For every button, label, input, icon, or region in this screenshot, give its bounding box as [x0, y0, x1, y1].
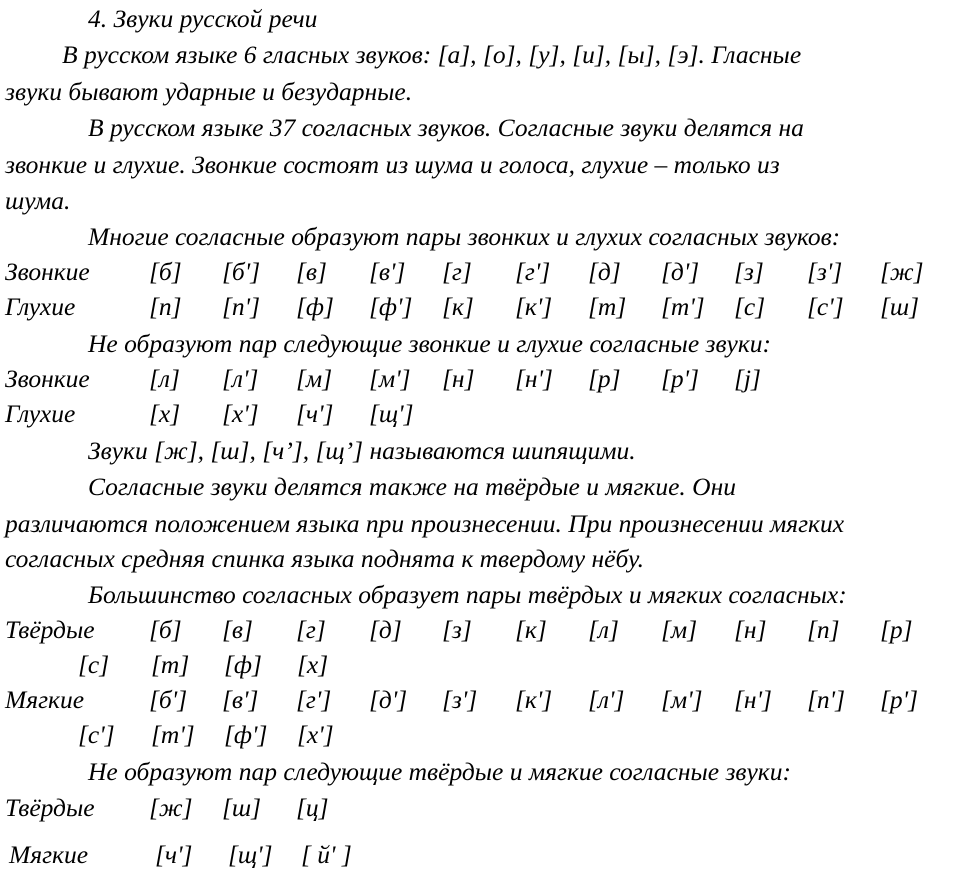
vowels-paragraph-line-2: звуки бывают ударные и безударные.: [5, 77, 413, 106]
row-label: Твёрдые: [5, 615, 95, 644]
sound-cell: [г]: [442, 257, 472, 286]
sound-cell: [л]: [588, 615, 619, 644]
hard-soft-paragraph-line-3: согласных средняя спинка языка поднята к твердому нёбу.: [5, 544, 645, 573]
unpaired-hardness-intro: Не образуют пар следующие твёрдые и мягкие согласные звуки:: [88, 757, 791, 786]
sound-cell: [щ']: [369, 399, 414, 428]
sound-cell: [к']: [515, 685, 553, 714]
sound-cell: [д']: [369, 685, 408, 714]
sound-cell: [ж]: [880, 257, 924, 286]
sound-cell: [л]: [149, 364, 180, 393]
hard-soft-paragraph-line-2: различаются положением языка при произнесении. При произнесении мягких: [5, 509, 845, 538]
vowels-paragraph-line-1: В русском языке 6 гласных звуков: [а], [о], [у], [и], [ы], [э]. Гласные: [62, 40, 802, 69]
sound-cell: [ф']: [369, 292, 413, 321]
sound-cell: [б]: [149, 257, 182, 286]
sound-cell: [г']: [296, 685, 332, 714]
sound-cell: [х]: [149, 399, 181, 428]
consonants-paragraph-line-2: звонкие и глухие. Звонкие состоят из шума и голоса, глухие – только из: [5, 150, 780, 179]
sound-cell: [г']: [515, 257, 551, 286]
hissing-sounds-line: Звуки [ж], [ш], [ч’], [щ’] называются шипящими.: [88, 436, 636, 465]
sound-cell: [в']: [222, 685, 259, 714]
sound-cell: [п']: [807, 685, 846, 714]
sound-cell: [с']: [807, 292, 844, 321]
sound-cell: [ф']: [224, 720, 268, 749]
sound-cell: [м']: [661, 685, 703, 714]
sound-cell: [ш]: [880, 292, 920, 321]
soft-pairs-row: [0, 687, 960, 717]
sound-cell: [л']: [588, 685, 625, 714]
row-label: Звонкие: [5, 257, 90, 286]
sound-cell: [в]: [296, 257, 327, 286]
sound-cell: [б']: [149, 685, 188, 714]
row-label: Мягкие: [5, 685, 85, 714]
voiceless-unpaired-row: [0, 401, 960, 431]
row-label: Глухие: [5, 399, 76, 428]
sound-cell: [х']: [222, 399, 259, 428]
hard-unpaired-row: [0, 795, 960, 825]
sound-cell: [н]: [442, 364, 475, 393]
voiceless-pairs-row: [0, 294, 960, 324]
sound-cell: [в]: [222, 615, 253, 644]
sound-cell: [м']: [369, 364, 411, 393]
sound-cell: [р]: [588, 364, 621, 393]
sound-cell: [з]: [734, 257, 764, 286]
sound-cell: [н']: [734, 685, 772, 714]
sound-cell: [х]: [297, 650, 329, 679]
sound-cell: [л']: [222, 364, 259, 393]
hard-soft-paragraph-line-1: Согласные звуки делятся также на твёрдые и мягкие. Они: [88, 472, 736, 501]
sound-cell: [б']: [222, 257, 261, 286]
sound-cell: [д]: [369, 615, 402, 644]
row-label: Мягкие: [9, 840, 89, 869]
sound-cell: [з']: [442, 685, 478, 714]
sound-cell: [к]: [442, 292, 474, 321]
sound-cell: [м]: [296, 364, 333, 393]
section-title: 4. Звуки русской речи: [88, 4, 318, 33]
unpaired-voicing-intro: Не образуют пар следующие звонкие и глухие согласные звуки:: [88, 329, 772, 358]
voiced-voiceless-pairs-intro: Многие согласные образуют пары звонких и глухих согласных звуков:: [88, 222, 841, 251]
consonants-paragraph-line-3: шума.: [5, 186, 71, 215]
row-label: Звонкие: [5, 364, 90, 393]
sound-cell: [ц]: [296, 793, 329, 822]
sound-cell: [щ']: [228, 840, 273, 869]
sound-cell: [ж]: [149, 793, 193, 822]
sound-cell: [ф]: [296, 292, 334, 321]
sound-cell: [р']: [661, 364, 700, 393]
row-label: Глухие: [5, 292, 76, 321]
sound-cell: [j]: [734, 364, 761, 393]
consonants-paragraph-line-1: В русском языке 37 согласных звуков. Согласные звуки делятся на: [88, 113, 804, 142]
sound-cell: [п]: [807, 615, 840, 644]
sound-cell: [г]: [296, 615, 326, 644]
row-label: Твёрдые: [5, 793, 95, 822]
voiced-pairs-row: [0, 259, 960, 289]
sound-cell: [р']: [880, 685, 919, 714]
sound-cell: [к']: [515, 292, 553, 321]
sound-cell: [т]: [151, 650, 190, 679]
sound-cell: [т]: [588, 292, 627, 321]
hard-pairs-row-continued: [0, 652, 960, 682]
sound-cell: [п]: [149, 292, 182, 321]
sound-cell: [ф]: [224, 650, 262, 679]
sound-cell: [з]: [442, 615, 472, 644]
sound-cell: [к]: [515, 615, 547, 644]
sound-cell: [м]: [661, 615, 698, 644]
sound-cell: [т']: [661, 292, 705, 321]
sound-cell: [д]: [588, 257, 621, 286]
sound-cell: [в']: [369, 257, 406, 286]
sound-cell: [ч']: [296, 399, 334, 428]
voiced-unpaired-row: [0, 366, 960, 396]
sound-cell: [ч']: [155, 840, 193, 869]
soft-pairs-row-continued: [0, 722, 960, 752]
sound-cell: [д']: [661, 257, 700, 286]
sound-cell: [с']: [78, 720, 115, 749]
sound-cell: [п']: [222, 292, 261, 321]
sound-cell: [х']: [297, 720, 334, 749]
sound-cell: [з']: [807, 257, 843, 286]
soft-unpaired-row: [0, 842, 960, 872]
sound-cell: [р]: [880, 615, 913, 644]
sound-cell: [н']: [515, 364, 553, 393]
hard-soft-pairs-intro: Большинство согласных образует пары твёрдых и мягких согласных:: [88, 580, 847, 609]
sound-cell: [ й' ]: [301, 840, 352, 869]
sound-cell: [т']: [151, 720, 195, 749]
sound-cell: [с]: [78, 650, 110, 679]
hard-pairs-row: [0, 617, 960, 647]
sound-cell: [с]: [734, 292, 766, 321]
sound-cell: [ш]: [222, 793, 262, 822]
sound-cell: [н]: [734, 615, 767, 644]
sound-cell: [б]: [149, 615, 182, 644]
